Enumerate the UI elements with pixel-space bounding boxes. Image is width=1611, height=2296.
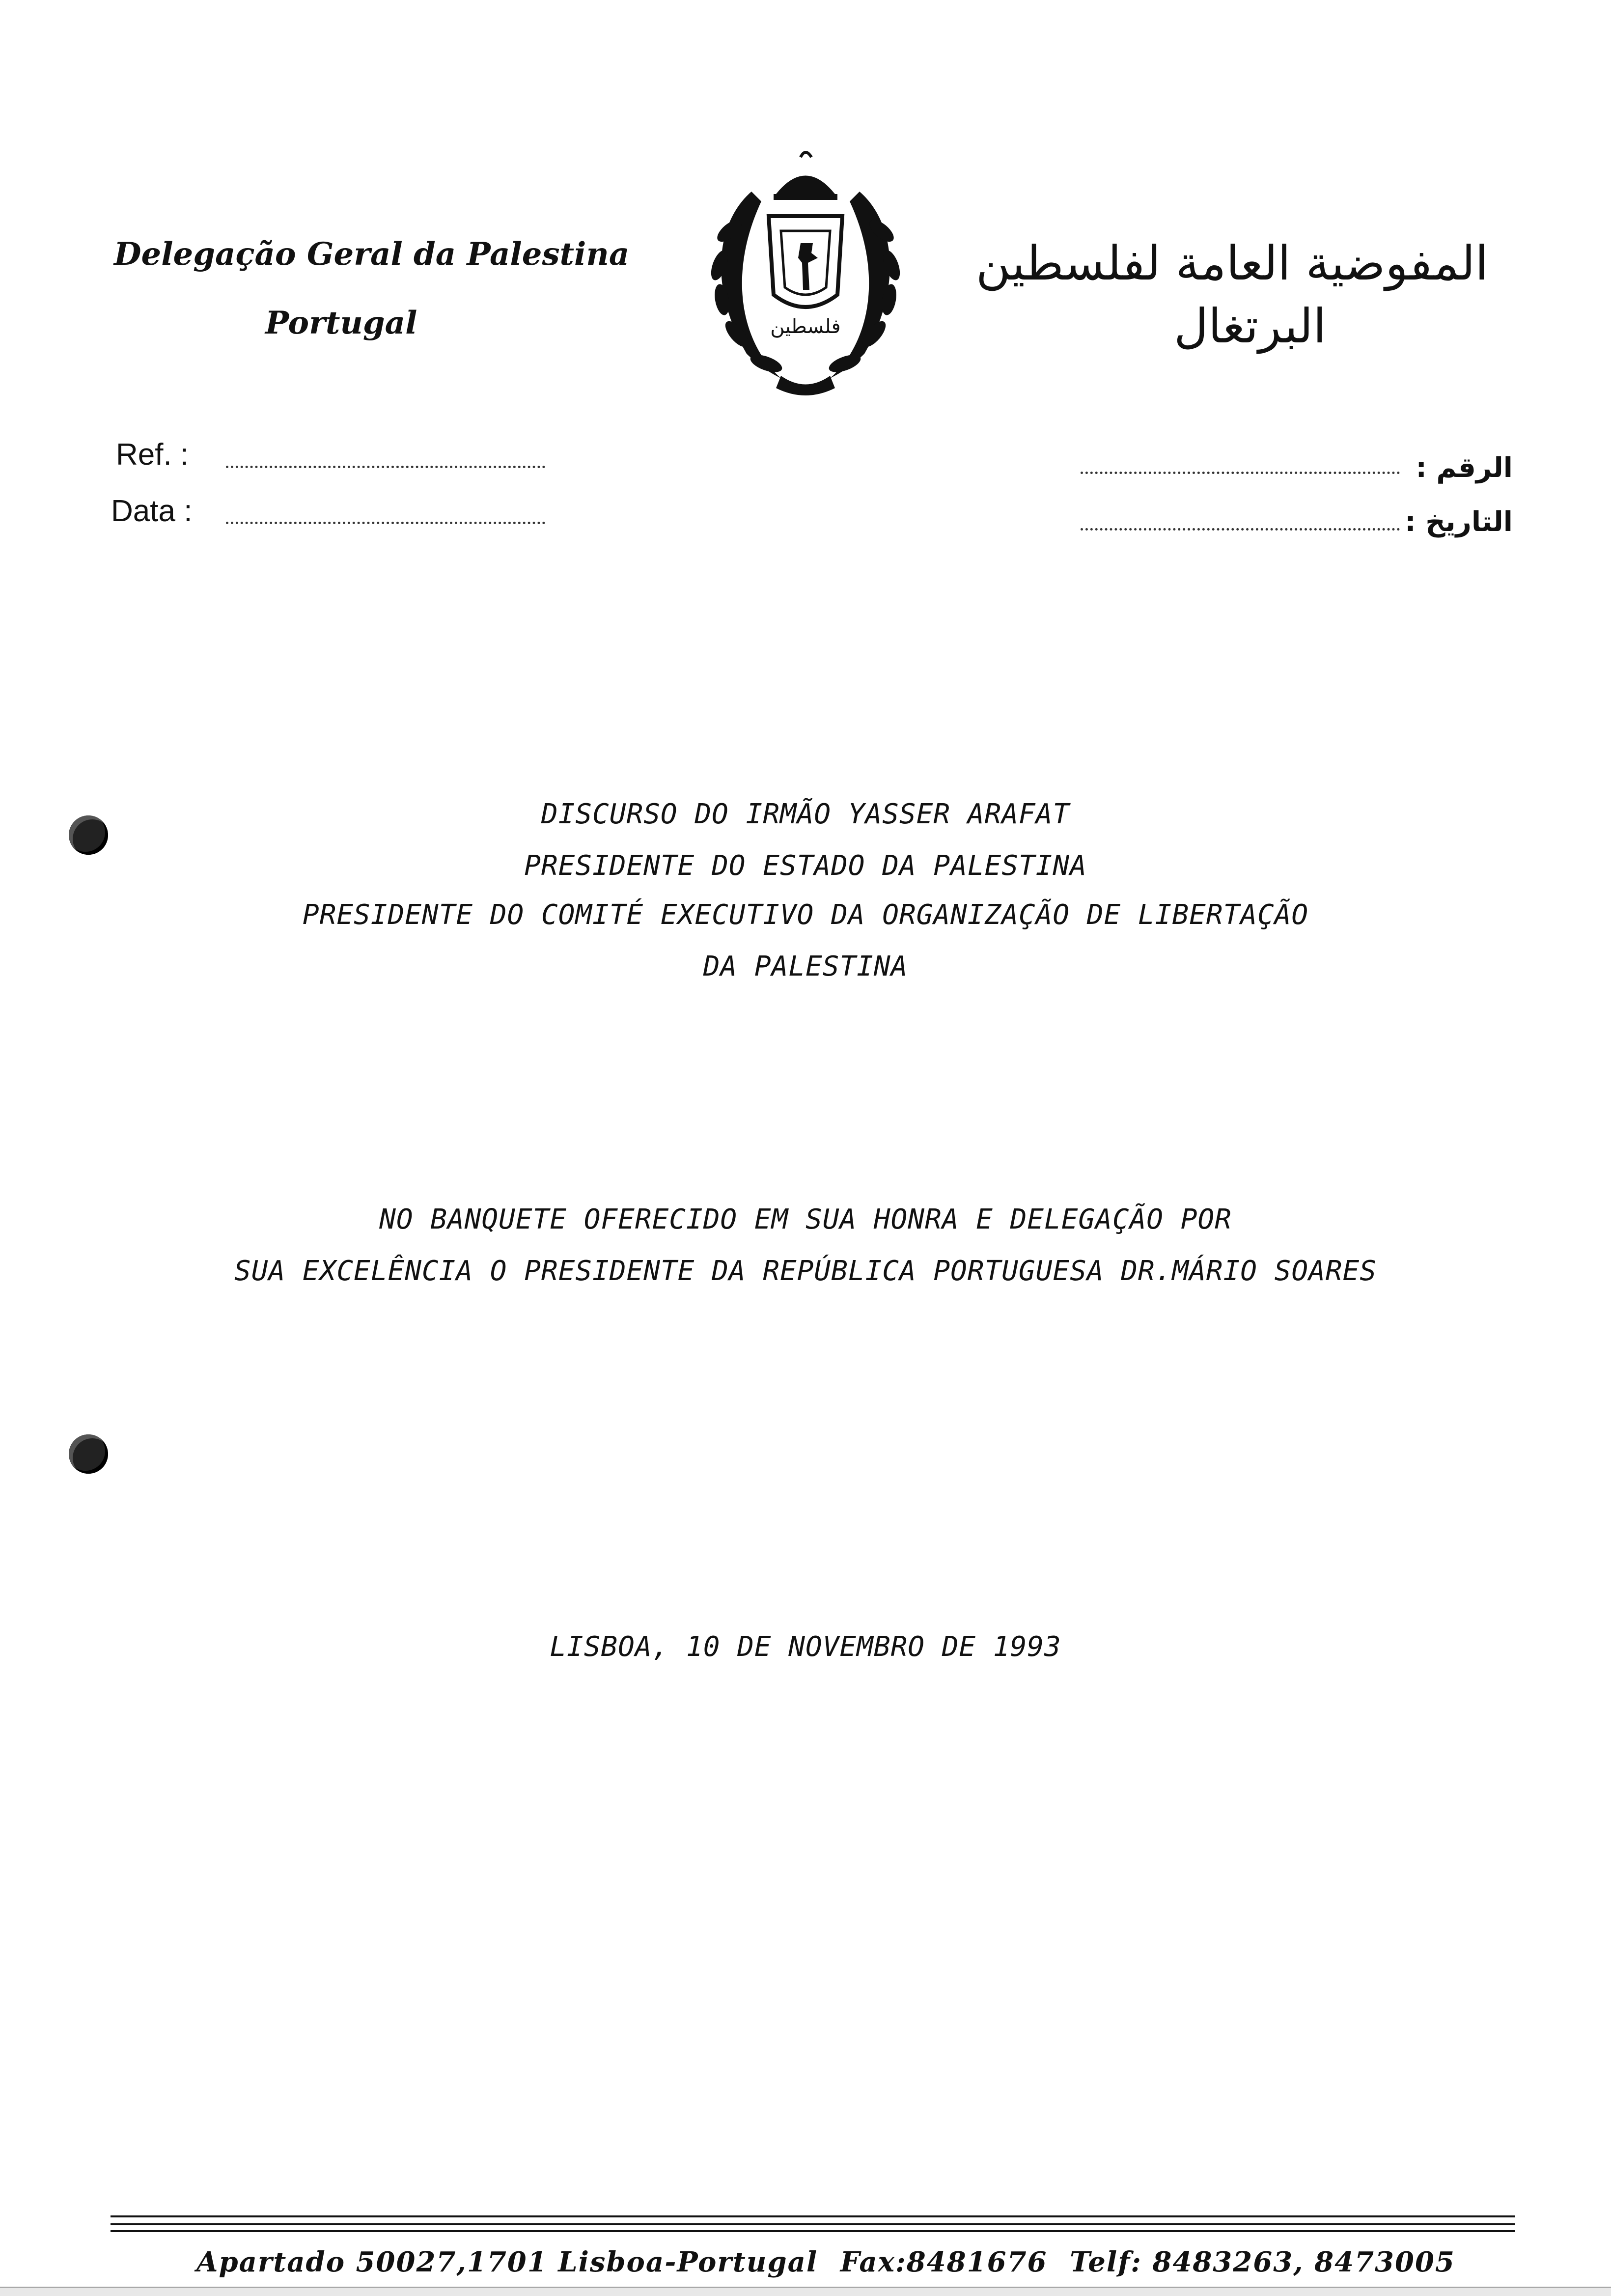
- org-name-arabic: المفوضية العامة لفلسطين: [976, 236, 1488, 291]
- footer-rule: [111, 2230, 1515, 2232]
- date-field-line[interactable]: [226, 522, 545, 524]
- binder-hole: [69, 1434, 108, 1474]
- ref-label-arabic: الرقم :: [1416, 452, 1513, 484]
- occasion-line: SUA EXCELÊNCIA O PRESIDENTE DA REPÚBLICA PORTUGUESA DR.MÁRIO SOARES: [234, 1255, 1377, 1287]
- date-label-arabic: التاريخ :: [1405, 506, 1513, 538]
- ref-field-line-arabic[interactable]: [1081, 472, 1400, 474]
- ref-label: Ref. :: [116, 438, 189, 472]
- place-and-date: LISBOA, 10 DE NOVEMBRO DE 1993: [550, 1631, 1061, 1663]
- speech-title-line: PRESIDENTE DO ESTADO DA PALESTINA: [524, 850, 1087, 882]
- org-country-portuguese: Portugal: [265, 305, 417, 341]
- ref-field-line[interactable]: [226, 466, 545, 468]
- footer-rule: [111, 2223, 1515, 2225]
- occasion-line: NO BANQUETE OFERECIDO EM SUA HONRA E DELEGAÇÃO POR: [379, 1204, 1232, 1235]
- speech-title-line: DISCURSO DO IRMÃO YASSER ARAFAT: [541, 798, 1070, 830]
- date-label: Data :: [111, 494, 193, 528]
- org-name-portuguese: Delegação Geral da Palestina: [114, 236, 630, 273]
- speech-title-line: DA PALESTINA: [703, 951, 908, 982]
- footer-fax: Fax:8481676: [840, 2246, 1048, 2278]
- svg-text:فلسطين: فلسطين: [770, 315, 841, 338]
- footer-rule: [111, 2215, 1515, 2217]
- date-field-line-arabic[interactable]: [1081, 528, 1400, 531]
- palestine-emblem-logo: [683, 147, 928, 403]
- scan-bottom-edge: [0, 2287, 1611, 2296]
- footer-contact: [196, 2246, 1467, 2278]
- footer-address: Apartado 50027,1701 Lisboa-Portugal: [196, 2246, 818, 2278]
- speech-title-line: PRESIDENTE DO COMITÉ EXECUTIVO DA ORGANIZAÇÃO DE LIBERTAÇÃO: [302, 899, 1309, 931]
- footer-telephone: Telf: 8483263, 8473005: [1070, 2246, 1455, 2278]
- org-country-arabic: البرتغال: [1174, 299, 1326, 354]
